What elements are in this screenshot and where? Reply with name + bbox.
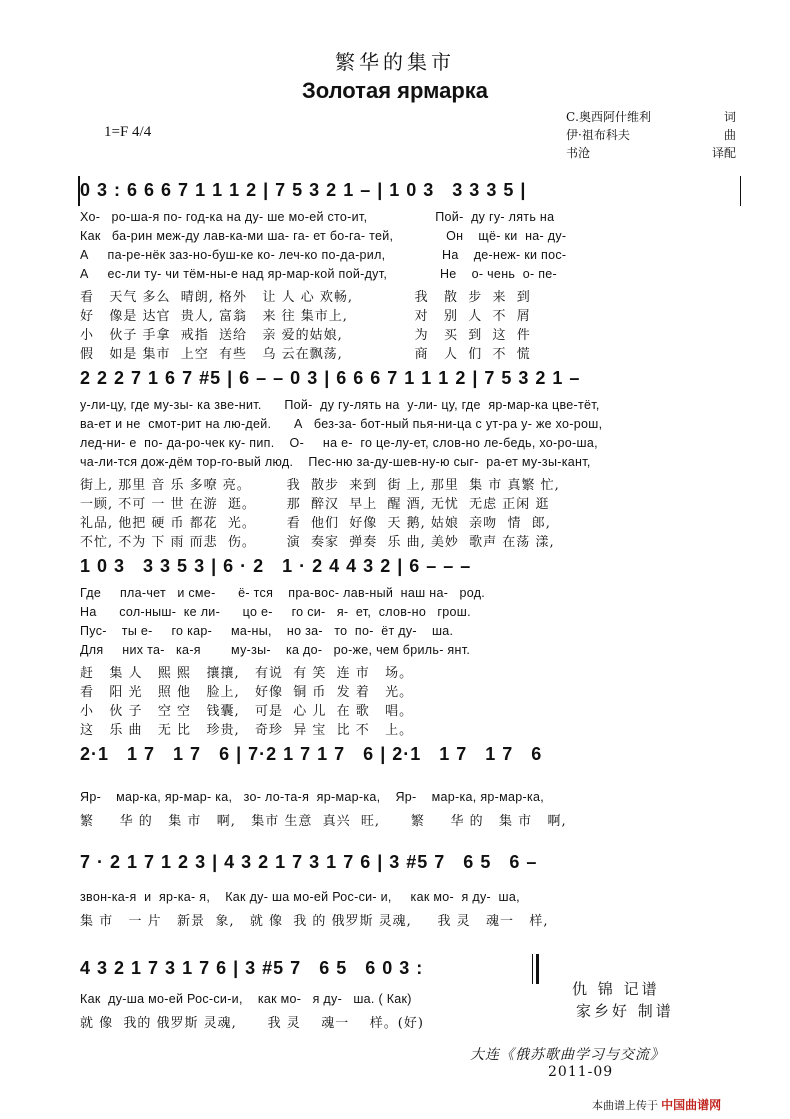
- lyric-cn-verse-3: 礼品, 他把 硬 币 都花 光。 看 他们 好像 天 鹅, 姑娘 亲吻 情 郎,: [80, 516, 551, 531]
- lyric-verse-1: Как ду-ша мо-ей Рос-си-и, как мо- я ду- ша. ( Как): [80, 992, 412, 1006]
- lyric-cn-verse-2: 好 像是 达官 贵人, 富翁 来 往 集市上, 对 别 人 不 屑: [80, 309, 531, 324]
- lyric-cn-verse-3: 小 伙子 手拿 戒指 送给 亲 爱的姑娘, 为 买 到 这 件: [80, 328, 531, 343]
- composer-credit: [566, 126, 736, 144]
- translator-credit: [566, 144, 736, 162]
- lyric-cn-verse-1: 赶 集 人 熙 熙 攘攘, 有说 有 笑 连 市 场。: [80, 666, 414, 681]
- end-repeat-bar: [532, 954, 533, 984]
- lyric-cn-verse-4: 不忙, 不为 下 雨 而悲 伤。 演 奏家 弹奏 乐 曲, 美妙 歌声 在荡 漾,: [80, 535, 555, 550]
- composer-name: 伊·祖布科夫: [566, 128, 630, 142]
- lyricist-credit: [566, 108, 736, 126]
- lyric-cn-verse-1: 繁 华 的 集 市 啊, 集市 生意 真兴 旺, 繁 华 的 集 市 啊,: [80, 814, 567, 829]
- lyric-verse-2: На сол-ныш- ке ли- цо е- го си- я- ет, слов-но грош.: [80, 605, 471, 619]
- lyric-verse-3: А па-ре-нёк зaз-но-буш-ке ко- леч-ко по-да-рил, На де-неж- ки пос-: [80, 248, 567, 262]
- lyric-cn-verse-2: 一顾, 不可 一 世 在游 逛。 那 醉汉 早上 醒 酒, 无忧 无虑 正闲 逛: [80, 497, 550, 512]
- lyric-verse-4: ча-ли-тся дож-дём тор-го-вый люд. Пес-ню за-ду-шев-ну-ю сыг- ра-ет му-зы-кант,: [80, 455, 591, 469]
- lyricist-name: С.奥西阿什维利: [566, 110, 651, 124]
- lyric-verse-1: звон-ка-я и яр-ка- я, Как ду- ша мо-ей Рос-си- и, как мо- я ду- ша,: [80, 890, 520, 904]
- watermark-site: 中国曲谱网: [661, 1098, 722, 1112]
- song-title-chinese: 繁华的集市: [335, 50, 455, 74]
- lyric-verse-2: ва-ет и не смот-рит на лю-дей. А без-за- бот-ный пья-ни-ца с ут-ра у- же хо-рош,: [80, 417, 603, 431]
- lyric-verse-1: Хо- ро-ша-я по- год-ка на ду- ше мо-ей сто-ит, Пой- ду гу- лять на: [80, 210, 555, 224]
- translator-name: 书沧: [566, 146, 591, 160]
- notation-line: 1 0 3 3 3 5 3 | 6 · 2 1 · 2 4 4 3 2 | 6 – – –: [80, 556, 472, 576]
- lyric-verse-2: Как ба-рин меж-ду лав-ка-ми ша- га- ет бо-га- тей, Он щё- ки на- ду-: [80, 229, 567, 243]
- lyricist-role: 词: [723, 110, 736, 124]
- lyric-cn-verse-1: 街上, 那里 音 乐 多嘹 亮。 我 散步 来到 街 上, 那里 集 市 真繁 忙,: [80, 478, 560, 493]
- lyric-cn-verse-1: 集 市 一 片 新景 象, 就 像 我 的 俄罗斯 灵魂, 我 灵 魂一 样,: [80, 914, 549, 929]
- transcriber-name: 仇 锦: [572, 980, 616, 998]
- watermark-prefix: 本曲谱上传于: [592, 1100, 658, 1112]
- transcriber-role: 记谱: [623, 980, 660, 998]
- key-signature: 1=F 4/4: [104, 124, 152, 140]
- notation-line: 4 3 2 1 7 3 1 7 6 | 3 #5 7 6 5 6 0 3 :: [80, 958, 424, 978]
- notation-line: 2·1 1 7 1 7 6 | 7·2 1 7 1 7 6 | 2·1 1 7 1 7 6: [80, 744, 543, 764]
- lyric-verse-1: Яр- мар-ка, яр-мар- ка, зо- ло-та-я яр-мар-ка, Яр- мар-ка, яр-мар-ка,: [80, 790, 545, 804]
- lyric-cn-verse-2: 看 阳 光 照 他 脸上, 好像 铜 币 发 着 光。: [80, 685, 414, 700]
- lyric-verse-3: лед-ни- е по- да-ро-чек ку- пип. О- на е- го це-лу-ет, слов-но ле-бедь, хо-ро-ша,: [80, 436, 598, 450]
- lyric-cn-verse-1: 看 天气 多么 晴朗, 格外 让 人 心 欢畅, 我 散 步 来 到: [80, 290, 531, 305]
- notation-line: 2 2 2 7 1 6 7 #5 | 6 – – 0 3 | 6 6 6 7 1 1 1 2 | 7 5 3 2 1 –: [80, 368, 581, 388]
- lyric-verse-4: Для них та- ка-я му-зы- ка до- ро-же, чем бриль- янт.: [80, 643, 471, 657]
- maker-name: 家乡好: [576, 1002, 631, 1020]
- bar-line: [740, 176, 741, 206]
- bar-line: [78, 176, 80, 206]
- credits-block: [566, 108, 736, 162]
- song-title-russian: Золотая ярмарка: [301, 78, 489, 103]
- notation-line: 0 3 : 6 6 6 7 1 1 1 2 | 7 5 3 2 1 – | 1 0 3 3 3 3 5 |: [80, 180, 527, 200]
- publication-date: 2011-09: [548, 1064, 614, 1080]
- lyric-verse-3: Пус- ты е- го кар- ма-ны, но за- то по- ёт ду- ша.: [80, 624, 454, 638]
- lyric-cn-verse-4: 假 如是 集市 上空 有些 乌 云在飘荡, 商 人 们 不 慌: [80, 347, 531, 362]
- maker-role: 制谱: [637, 1002, 674, 1020]
- lyric-verse-1: Где пла-чет и сме- ё- тся пра-вос- лав-ный наш на- род.: [80, 586, 486, 600]
- end-repeat-bar-thick: [536, 954, 539, 984]
- maker-credit: [576, 1000, 674, 1021]
- transcriber-credit: [572, 978, 660, 999]
- lyric-cn-verse-4: 这 乐 曲 无 比 珍贵, 奇珍 异 宝 比 不 上。: [80, 723, 414, 738]
- source-attribution: 大连《俄苏歌曲学习与交流》: [470, 1047, 665, 1063]
- lyric-verse-1: у-ли-цу, где му-зы- ка зве-нит. Пой- ду гу-лять на у-ли- цу, где яр-мар-ка цве-тёт,: [80, 398, 600, 412]
- translator-role: 译配: [711, 146, 736, 160]
- lyric-cn-verse-1: 就 像 我的 俄罗斯 灵魂, 我 灵 魂一 样。(好): [80, 1016, 424, 1031]
- lyric-cn-verse-3: 小 伙 子 空 空 钱囊, 可是 心 儿 在 歌 唱。: [80, 704, 414, 719]
- composer-role: 曲: [723, 128, 736, 142]
- notation-line: 7 · 2 1 7 1 2 3 | 4 3 2 1 7 3 1 7 6 | 3 #5 7 6 5 6 –: [80, 852, 538, 872]
- lyric-verse-4: А ес-ли ту- чи тём-ны-е над яр-мар-кой пой-дут, Не о- чень о- пе-: [80, 267, 558, 281]
- site-watermark: [592, 1096, 721, 1113]
